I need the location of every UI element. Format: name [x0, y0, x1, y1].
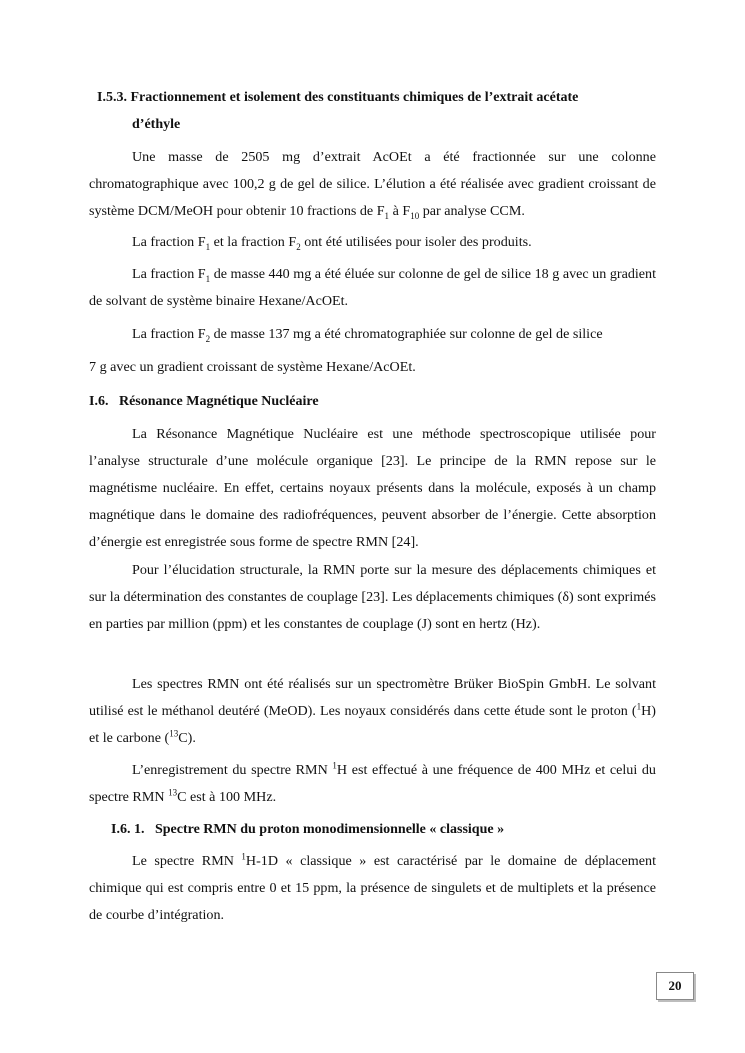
- section-heading-i53: [97, 84, 657, 138]
- section-number: I.5.3.: [97, 90, 127, 105]
- section-title-line2: d’éthyle: [132, 117, 181, 132]
- paragraph-rmn-1h-1d: Le spectre RMN $^1$H-1D « classique » est caractérisé par le domaine de déplacement chimique qui est compris entre 0 et 15 ppm, la présence de singulets et de multiplets et la présence de courbe d’intégration.: [89, 851, 656, 923]
- paragraph-fractions-used: La fraction $F_1$ et la fraction $F_2$ ont été utilisées pour isoler des produits.: [132, 234, 532, 252]
- paragraph-fraction-f2-line2: 7 g avec un gradient croissant de système Hexane/AcOEt.: [89, 359, 416, 375]
- paragraph-fraction-f2: La fraction $F_2$ de masse 137 mg a été chromatographiée sur colonne de gel de silice: [132, 326, 603, 344]
- section-title: Résonance Magnétique Nucléaire: [118, 394, 319, 409]
- section-title-line1: Fractionnement et isolement des constituants chimiques de l’extrait acétate: [130, 90, 579, 105]
- section-heading-i61: [111, 816, 656, 843]
- paragraph-rmn-spectrometer: Les spectres RMN ont été réalisés sur un spectromètre Brüker BioSpin GmbH. Le solvant utilisé est le méthanol deutéré (MeOD). Les noyaux considérés dans cette étude sont le proton ($^1$H) et le carbone ($^{13}$C).: [89, 676, 656, 746]
- paragraph-rmn-elucidation: Pour l’élucidation structurale, la RMN porte sur la mesure des déplacements chimiques et sur la détermination des constantes de couplage [23]. Les déplacements chimiques (δ) sont exprimés en parties par million (ppm) et les constantes de couplage (J) sont en hertz (Hz).: [89, 562, 656, 632]
- section-title: Spectre RMN du proton monodimensionnelle « classique »: [154, 822, 505, 837]
- page-number: 20: [656, 972, 694, 1000]
- section-number: I.6.: [89, 394, 109, 409]
- section-number: I.6. 1.: [111, 822, 145, 837]
- paragraph-rmn-intro: La Résonance Magnétique Nucléaire est une méthode spectroscopique utilisée pour l’analyse structurale d’une molécule organique [23]. Le principe de la RMN repose sur le magnétisme nucléaire. En effet, certains noyaux présents dans la molécule, exposés à un champ magnétique dans le domaine des radiofréquences, peuvent absorber de l’énergie. Cette absorption d’énergie est enregistrée sous forme de spectre RMN [24].: [89, 426, 656, 550]
- paragraph-rmn-frequency: L’enregistrement du spectre RMN $^1$H est effectué à une fréquence de 400 MHz et celui du spectre RMN $^{13}$C est à 100 MHz.: [89, 760, 656, 805]
- section-heading-i6: [89, 388, 656, 415]
- paragraph-fraction-f1: La fraction $F_1$ de masse 440 mg a été éluée sur colonne de gel de silice 18 g avec un gradient de solvant de système binaire Hexane/AcOEt.: [89, 266, 657, 309]
- paragraph-fractionation: Une masse de 2505 mg d’extrait AcOEt a été fractionnée sur une colonne chromatographique avec 100,2 g de gel de silice. L’élution a été réalisée avec gradient croissant de système DCM/MeOH pour obtenir 10 fractions de $F_1$ à $F_{10}$ par analyse CCM.: [89, 149, 656, 221]
